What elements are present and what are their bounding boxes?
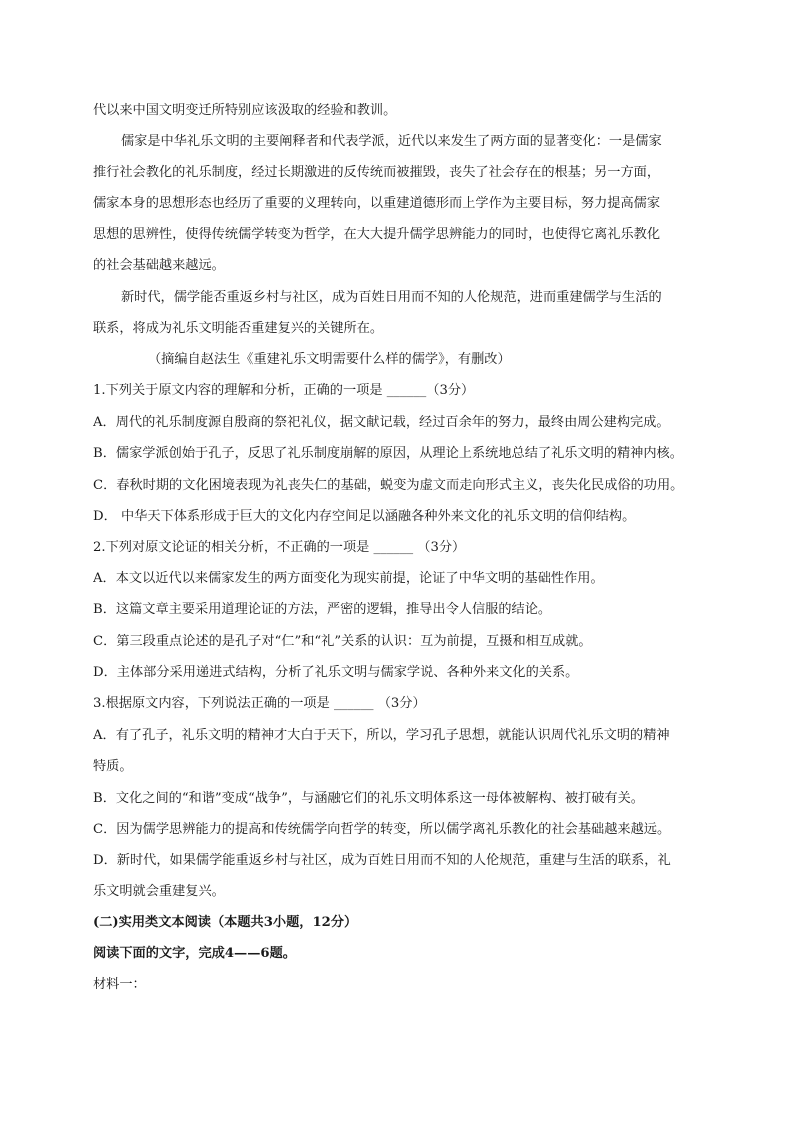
paragraph-line: 思想的思辨性，使得传统儒学转变为哲学，在大大提升儒学思辨能力的同时，也使得它离礼乐教化 <box>93 227 661 242</box>
answer-option: D． 中华天下体系形成于巨大的文化内存空间足以涵融各种外来文化的礼乐文明的信仰结构。 <box>93 509 636 524</box>
answer-option: C．因为儒学思辨能力的提高和传统儒学向哲学的转变，所以儒学离礼乐教化的社会基础越来越远。 <box>93 822 671 837</box>
paragraph-line: 推行社会教化的礼乐制度，经过长期激进的反传统而被摧毁，丧失了社会存在的根基；另一方面， <box>93 165 661 180</box>
answer-option: 乐文明就会重建复兴。 <box>93 884 225 899</box>
answer-option: D．新时代，如果儒学能重返乡村与社区，成为百姓日用而不知的人伦规范，重建与生活的联系，礼 <box>93 853 671 868</box>
question-stem: 2.下列对原文论证的相关分析，不正确的一项是 ______ （3分） <box>93 540 466 555</box>
paragraph-line: 代以来中国文明变迁所特别应该汲取的经验和教训。 <box>93 103 397 118</box>
answer-option: D．主体部分采用递进式结构，分析了礼乐文明与儒家学说、各种外来文化的关系。 <box>93 665 579 680</box>
paragraph-line: 儒家是中华礼乐文明的主要阐释者和代表学派，近代以来发生了两方面的显著变化：一是儒家 <box>121 134 662 149</box>
paragraph-line: 儒家本身的思想形态也经历了重要的义理转向，以重建道德形而上学作为主要目标，努力提高儒家 <box>93 196 661 211</box>
answer-option: C．春秋时期的文化困境表现为礼丧失仁的基础，蜕变为虚文而走向形式主义，丧失化民成俗的功用。 <box>93 478 684 493</box>
paragraph-line: 新时代，儒学能否重返乡村与社区，成为百姓日用而不知的人伦规范，进而重建儒学与生活的 <box>121 290 662 305</box>
paragraph-line: 联系，将成为礼乐文明能否重建复兴的关键所在。 <box>93 321 384 336</box>
answer-option: B．这篇文章主要采用道理论证的方法，严密的逻辑，推导出令人信服的结论。 <box>93 602 552 617</box>
answer-option: B．儒家学派创始于孔子，反思了礼乐制度崩解的原因，从理论上系统地总结了礼乐文明的精神内核。 <box>93 446 683 461</box>
answer-option: A．本文以近代以来儒家发生的两方面变化为现实前提，论证了中华文明的基础性作用。 <box>93 571 604 586</box>
material-label: 材料一： <box>93 977 146 992</box>
question-stem: 1.下列关于原文内容的理解和分析，正确的一项是 ______（3分） <box>93 383 475 398</box>
answer-option: C．第三段重点论述的是孔子对“仁”和“礼”关系的认识：互为前提，互摄和相互成就。 <box>93 634 592 649</box>
answer-option: A．有了孔子，礼乐文明的精神才大白于天下，所以，学习孔子思想，就能认识周代礼乐文明的精神 <box>93 728 670 743</box>
answer-option: B．文化之间的“和谐”变成“战争”，与涵融它们的礼乐文明体系这一母体被解构、被打破有关。 <box>93 791 644 806</box>
paragraph-line: 的社会基础越来越远。 <box>93 258 225 273</box>
section-heading: (二)实用类文本阅读（本题共3小题，12分） <box>93 915 358 930</box>
instruction-text: 阅读下面的文字，完成4——6题。 <box>93 946 296 961</box>
answer-option: 特质。 <box>93 759 133 774</box>
answer-option: A．周代的礼乐制度源自殷商的祭祀礼仪，据文献记载，经过百余年的努力，最终由周公建构完成。 <box>93 415 670 430</box>
question-stem: 3.根据原文内容，下列说法正确的一项是 ______ （3分） <box>93 696 426 711</box>
source-citation: （摘编自赵法生《重建礼乐文明需要什么样的儒学》，有删改） <box>148 352 511 367</box>
